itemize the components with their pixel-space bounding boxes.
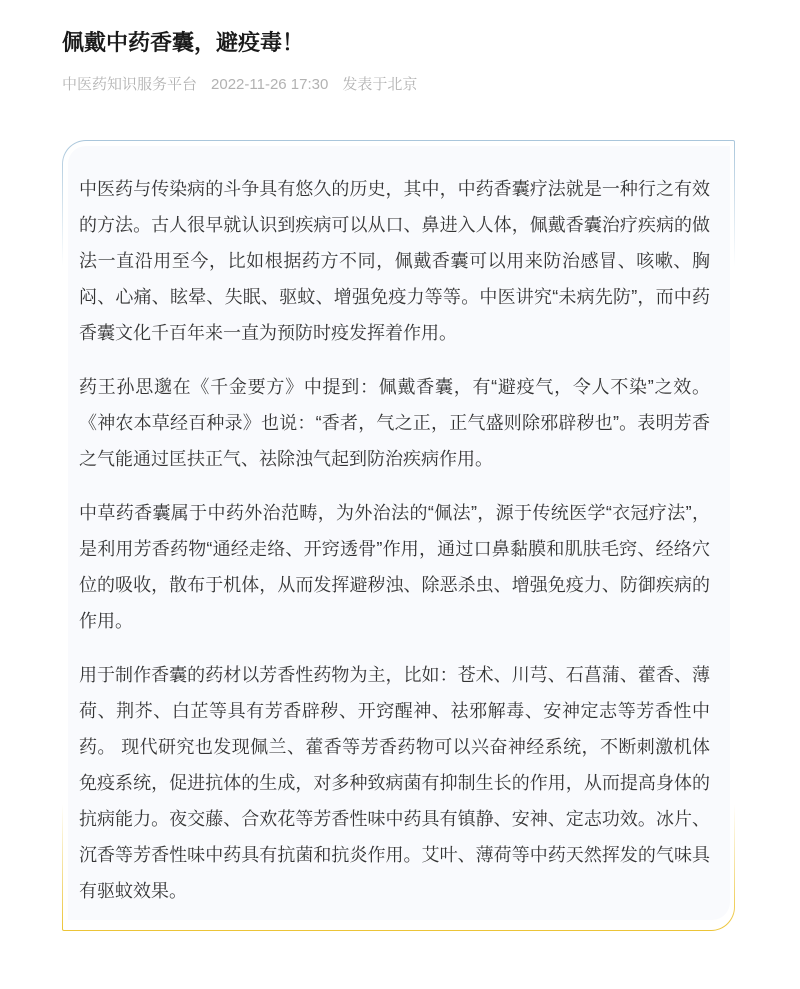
article-paragraph: 药王孙思邈在《千金要方》中提到：佩戴香囊，有“避疫气，令人不染”之效。《神农本草经百种录》也说：“香者，气之正，正气盛则除邪辟秽也”。表明芳香之气能通过匡扶正气、祛除浊气起到防治疾病作用。 [79,377,710,469]
article-card [62,140,735,931]
article-paragraph: 用于制作香囊的药材以芳香性药物为主，比如：苍术、川芎、石菖蒲、藿香、薄荷、荆芥、白芷等具有芳香辟秽、开窍醒神、祛邪解毒、安神定志等芳香性中药。 现代研究也发现佩兰、藿香等芳香药物可以兴奋神经系统，不断刺激机体免疫系统，促进抗体的生成，对多种致病菌有抑制生长的作用，从而提高身体的抗病能力。夜交藤、合欢花等芳香性味中药具有镇静、安神、定志功效。冰片、沉香等芳香性味中药具有抗菌和抗炎作用。艾叶、薄荷等中药天然挥发的气味具有驱蚊效果。 [79,665,710,901]
article-paragraph: 中医药与传染病的斗争具有悠久的历史，其中，中药香囊疗法就是一种行之有效的方法。古人很早就认识到疾病可以从口、鼻进入人体，佩戴香囊治疗疾病的做法一直沿用至今，比如根据药方不同，佩戴香囊可以用来防治感冒、咳嗽、胸闷、心痛、眩晕、失眠、驱蚊、增强免疫力等等。中医讲究“未病先防”，而中药香囊文化千百年来一直为预防时疫发挥着作用。 [79,179,710,343]
card-body [68,146,730,920]
article-paragraph: 中草药香囊属于中药外治范畴，为外治法的“佩法”，源于传统医学“衣冠疗法”，是利用芳香药物“通经走络、开窍透骨”作用，通过口鼻黏膜和肌肤毛窍、经络穴位的吸收，散布于机体，从而发挥避秽浊、除恶杀虫、增强免疫力、防御疾病的作用。 [79,503,710,631]
page-title: 佩戴中药香囊，避疫毒！ [62,30,305,55]
publish-location: 发表于北京 [342,76,418,93]
article-meta [62,75,735,95]
publish-time: 2022-11-26 17:30 [211,76,329,93]
article-page [62,28,735,931]
account-name-link[interactable]: 中医药知识服务平台 [62,76,198,93]
